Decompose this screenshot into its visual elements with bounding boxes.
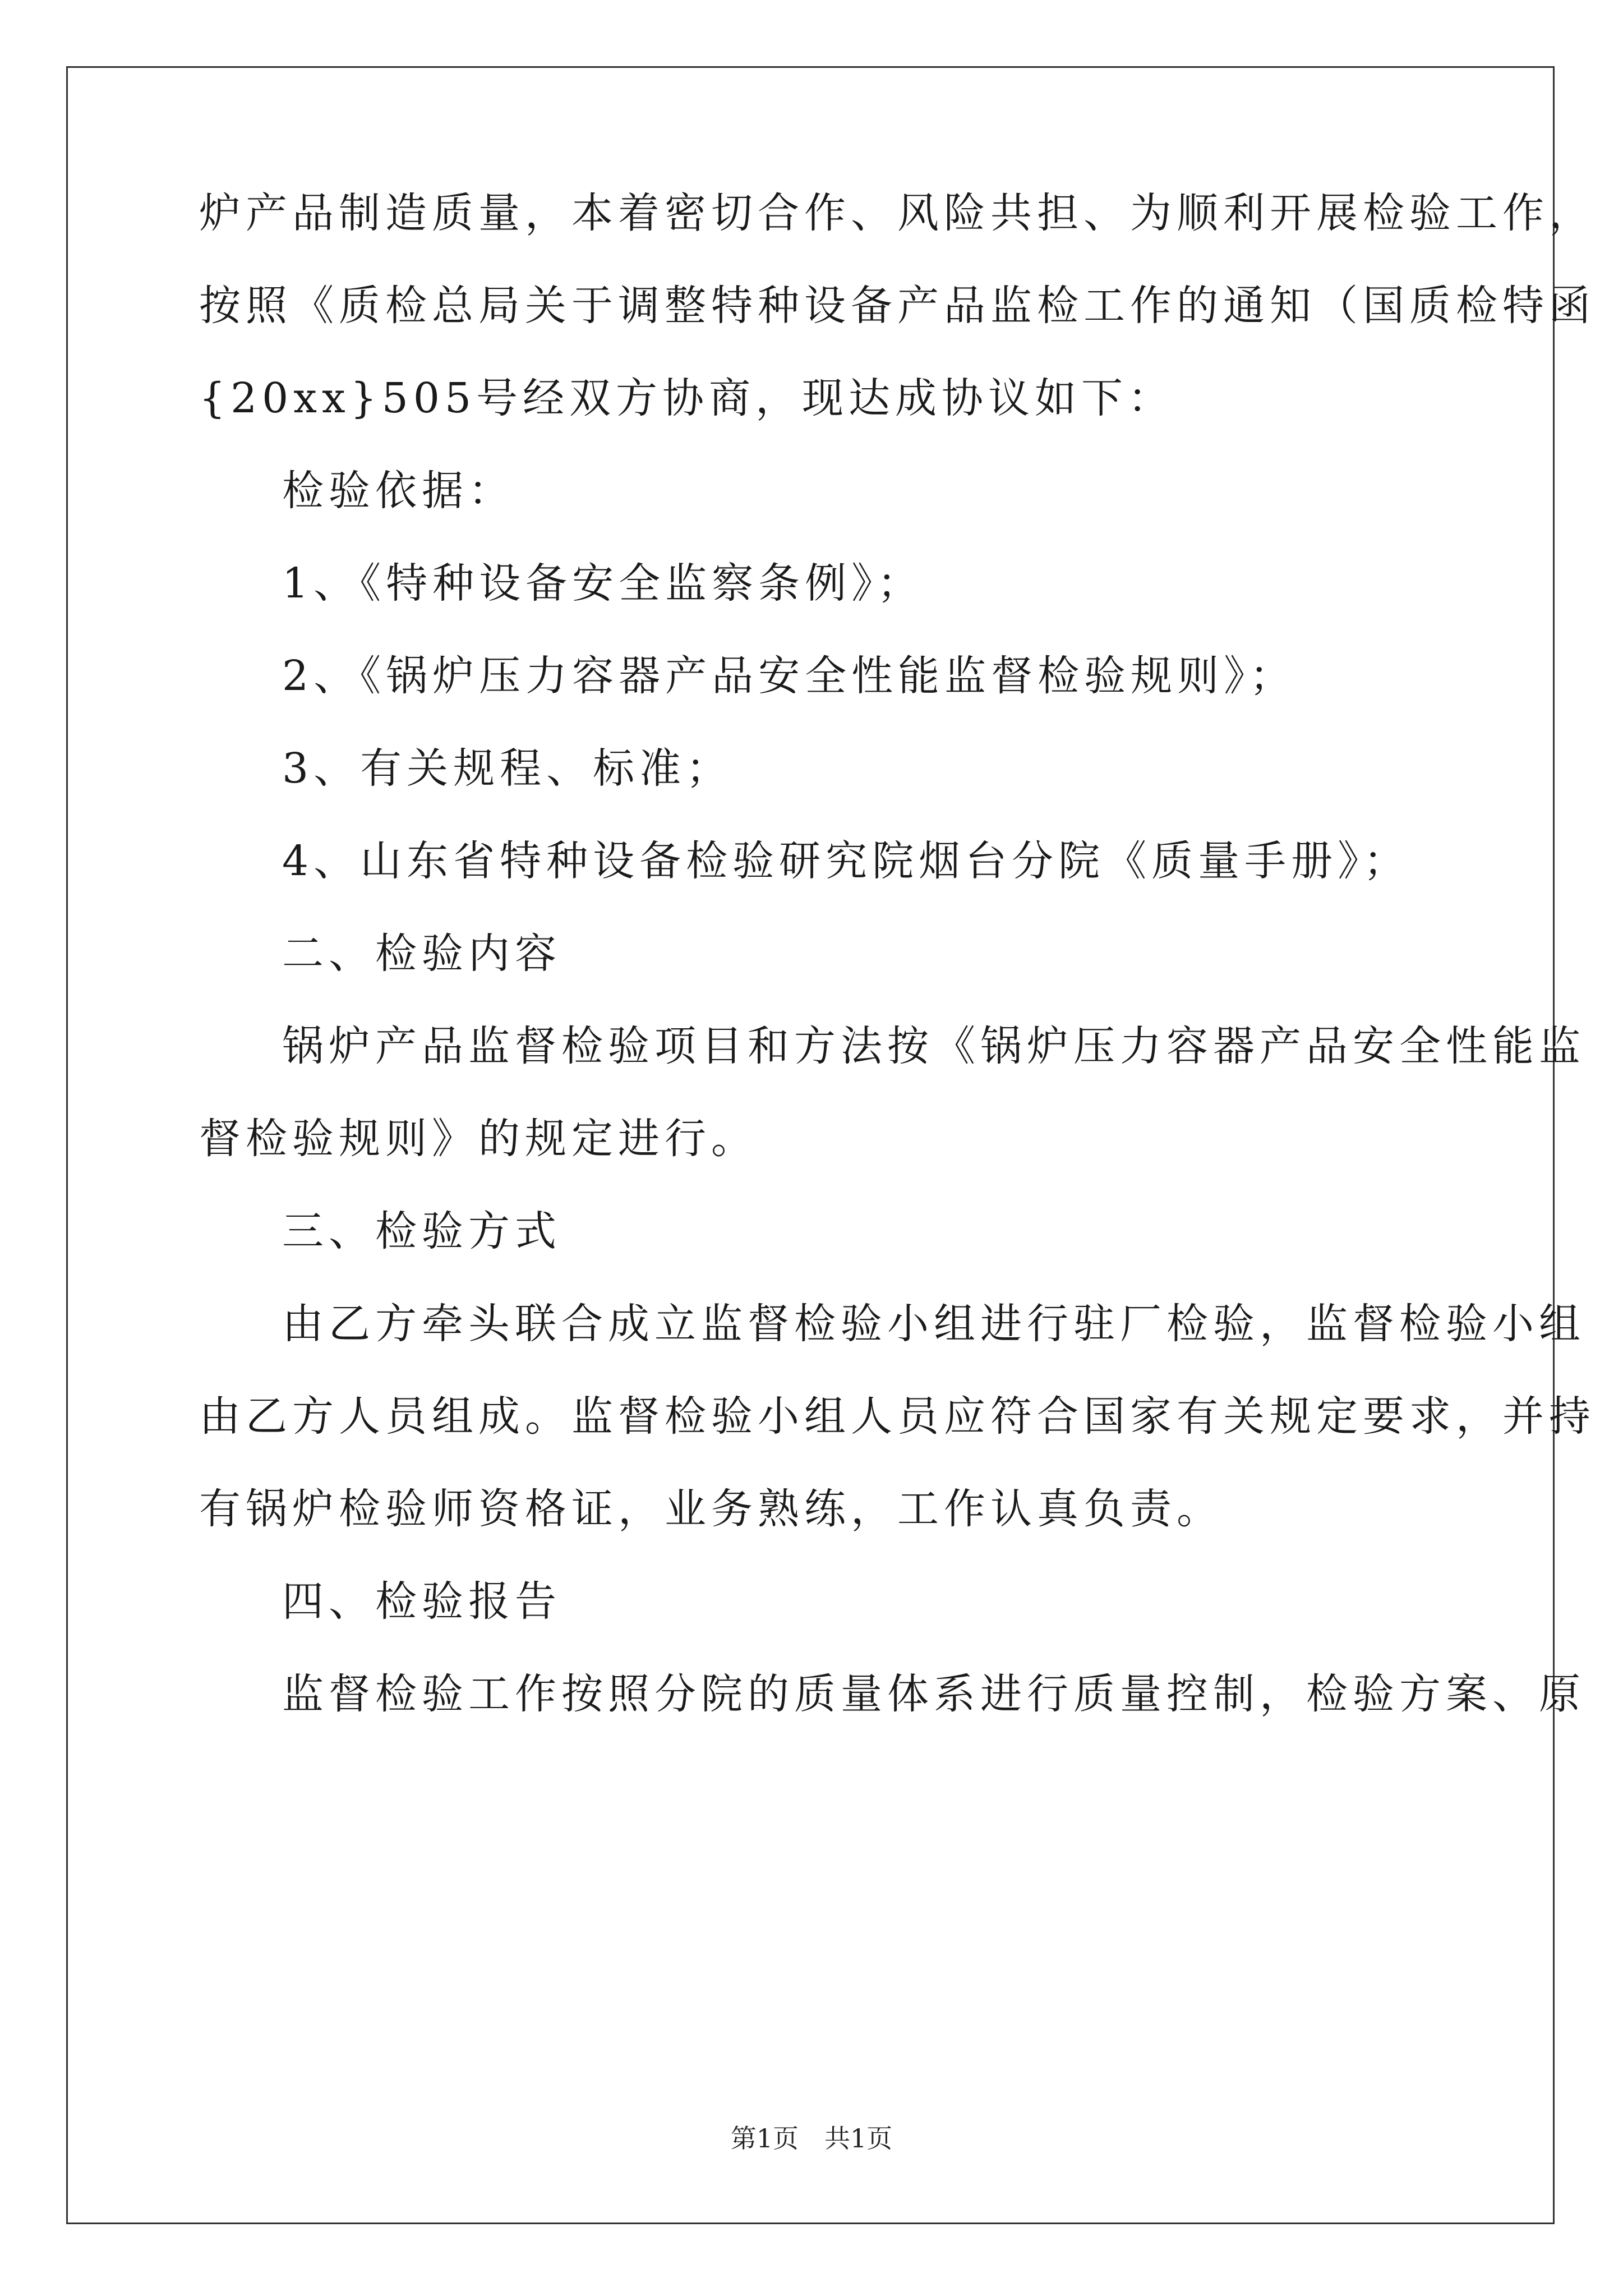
- paragraph-line: 由乙方牵头联合成立监督检验小组进行驻厂检验，监督检验小组: [282, 1300, 1585, 1348]
- section-heading: 检验依据：: [282, 467, 515, 515]
- section-heading: 四、检验报告: [282, 1577, 561, 1626]
- paragraph-line: 按照《质检总局关于调整特种设备产品监检工作的通知（国质检特函: [199, 282, 1596, 330]
- paragraph-line: 督检验规则》的规定进行。: [199, 1115, 758, 1163]
- paragraph-line: 锅炉产品监督检验项目和方法按《锅炉压力容器产品安全性能监: [282, 1022, 1585, 1070]
- list-item: 2、《锅炉压力容器产品安全性能监督检验规则》；: [282, 652, 1297, 700]
- paragraph-line: 监督检验工作按照分院的质量体系进行质量控制，检验方案、原: [282, 1670, 1585, 1718]
- list-item: 4、山东省特种设备检验研究院烟台分院《质量手册》；: [282, 837, 1410, 885]
- paragraph-line: 炉产品制造质量，本着密切合作、风险共担、为顺利开展检验工作，: [199, 189, 1596, 237]
- list-item: 1、《特种设备安全监察条例》；: [282, 559, 924, 608]
- section-heading: 二、检验内容: [282, 930, 561, 978]
- list-item: 3、有关规程、标准；: [282, 744, 733, 793]
- paragraph-line: {20xx}505号经双方协商，现达成协议如下：: [199, 374, 1175, 422]
- section-heading: 三、检验方式: [282, 1207, 561, 1255]
- page-footer: 第1页 共1页: [730, 2123, 893, 2154]
- paragraph-line: 由乙方人员组成。监督检验小组人员应符合国家有关规定要求，并持: [199, 1392, 1596, 1441]
- paragraph-line: 有锅炉检验师资格证，业务熟练，工作认真负责。: [199, 1485, 1223, 1533]
